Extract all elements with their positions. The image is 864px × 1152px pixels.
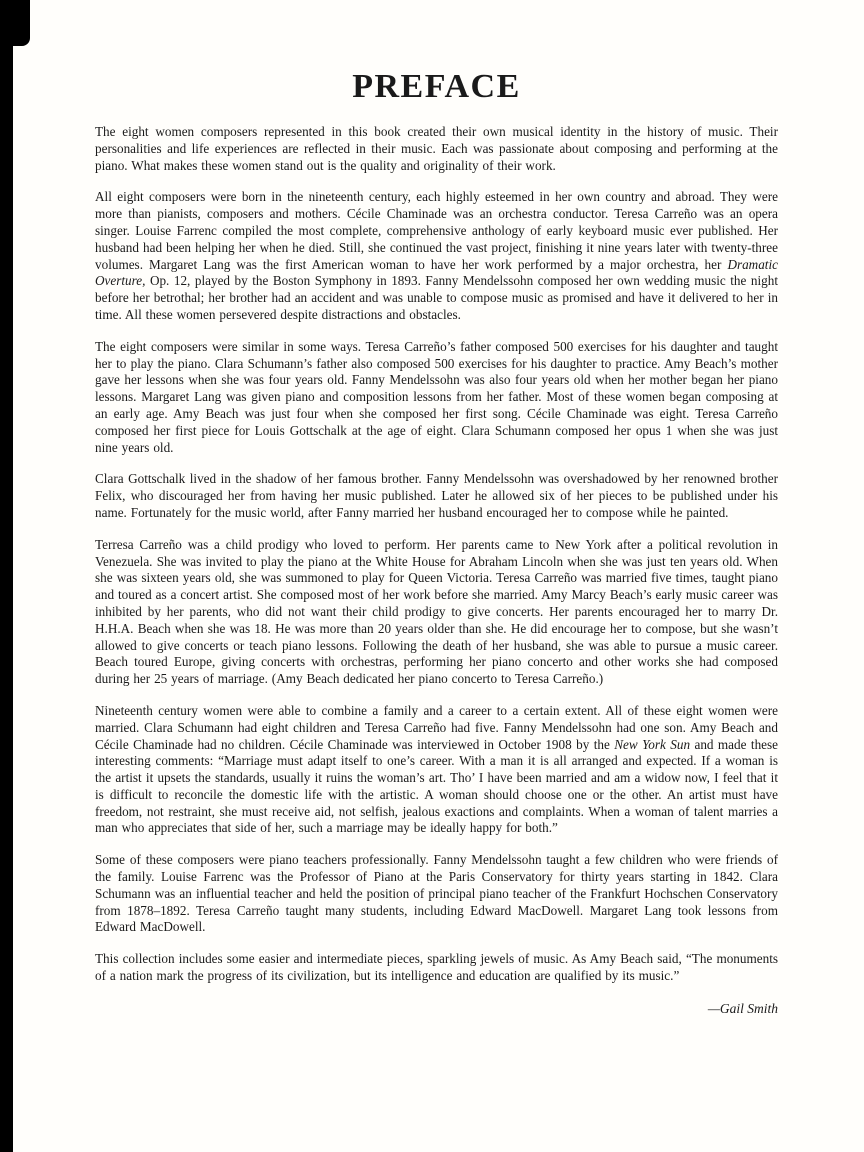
text-segment: Op. 12, played by the Boston Symphony in 1893. Fanny Mendelssohn composed her own wedding music the night before her betrothal; her brother had an accident and was unable to compose music as promised and have it delivered to her in time. All these women persevered despite distractions and obstacles. [95,273,778,322]
paragraph [95,124,778,174]
text-segment: The eight women composers represented in this book created their own musical identity in the history of music. Their personalities and life experiences are reflected in their music. Each was passionate about composing and performing at the piano. What makes these women stand out is the quality and originality of their work. [95,124,778,173]
preface-body [95,124,778,985]
author-signature: —Gail Smith [707,1000,778,1016]
italic-text-segment: New York Sun [614,736,691,752]
page-title: PREFACE [352,68,521,105]
text-segment: Nineteenth century women were able to combine a family and a career to a certain extent. All of these eight women were married. Clara Schumann had eight children and Teresa Carreño had five. Fanny Mendelssohn had one son. Amy Beach and Cécile Chaminade had no children. Cécile Chaminade was interviewed in October 1908 by the [95,702,778,752]
text-segment: The eight composers were similar in some ways. Teresa Carreño’s father composed 500 exercises for his daughter and taught her to play the piano. Clara Schumann’s father also composed 500 exercises for his daughter to practice. Amy Beach’s mother gave her lessons when she was four years old. Fanny Mendelssohn was also four years old when her mother began her piano lessons. Margaret Lang was given piano and composition lessons from her father. Most of these women began composing at an early age. Amy Beach was just four when she composed her first song. Cécile Chaminade was eight. Teresa Carreño composed her first piece for Louis Gottschalk at the age of eight. Clara Schumann composed her opus 1 when she was just nine years old. [95,338,778,455]
paragraph [95,471,778,521]
paragraph [95,189,778,323]
text-segment: Terresa Carreño was a child prodigy who loved to perform. Her parents came to New York after a political revolution in Venezuela. She was invited to play the piano at the White House for Abraham Lincoln when she was just ten years old. When she was sixteen years old, she was summoned to play for Queen Victoria. Teresa Carreño was married five times, taught piano and toured as a concert artist. She composed most of her work before she married. Amy Marcy Beach’s early music career was inhibited by her parents, who did not want their child prodigy to give concerts. Her parents encouraged her to marry Dr. H.H.A. Beach when she was 18. He was more than 20 years older than she. He did encourage her to compose, but she wasn’t allowed to give concerts or teach piano lessons. Following the death of her husband, she was able to pursue a music career. Beach toured Europe, giving concerts with orchestras, performing her piano concerto and other works she had composed during her 25 years of marriage. (Amy Beach dedicated her piano concerto to Teresa Carreño.) [95,536,778,687]
text-segment: All eight composers were born in the nineteenth century, each highly esteemed in her own country and abroad. They were more than pianists, composers and mothers. Cécile Chaminade was an orchestra conductor. Teresa Carreño was an opera singer. Louise Farrenc compiled the most complete, comprehensive anthology of early keyboard music ever published. Her husband had been helping her when he died. Still, she continued the vast project, finishing it nine years later with twenty-three volumes. Margaret Lang was the first American woman to have her work performed by a major orchestra, her [95,189,778,272]
paragraph [95,537,778,688]
italic-text-segment: Dramatic Overture, [95,256,778,289]
text-segment: and made these interesting comments: “Marriage must adapt itself to one’s career. With a man it is all arranged and expected. If a woman is the artist it upsets the standards, usually it ruins the woman’s art. Tho’ I have been married and am a widow now, I feel that it is difficult to reconcile the domestic life with the artistic. A woman should choose one or the other. An artist must have freedom, not restraint, she must receive aid, not selfish, jealous exactions and complaints. When a woman of talent marries a man who appreciates that side of her, such a marriage may be ideally happy for both.” [95,736,779,836]
paragraph [95,339,778,457]
page-binding-edge [0,0,13,1152]
paragraph [95,703,778,837]
page-content [95,68,778,1017]
paragraph [95,951,778,985]
text-segment: Some of these composers were piano teachers professionally. Fanny Mendelssohn taught a few children who were friends of the family. Louise Farrenc was the Professor of Piano at the Paris Conservatory for thirty years starting in 1842. Clara Schumann was an influential teacher and held the position of principal piano teacher of the Frankfurt Hochschen Conservatory from 1878–1892. Teresa Carreño taught many students, including Edward MacDowell. Margaret Lang took lessons from Edward MacDowell. [95,852,778,935]
paragraph [95,852,778,936]
text-segment: This collection includes some easier and intermediate pieces, sparkling jewels of music. As Amy Beach said, “The monuments of a nation mark the progress of its civilization, but its intelligence and education are qualified by its music.” [95,951,778,984]
scan-corner-mark [0,0,30,46]
text-segment: Clara Gottschalk lived in the shadow of her famous brother. Fanny Mendelssohn was overshadowed by her renowned brother Felix, who discouraged her from having her music published. Later he allowed six of her pieces to be published under his name. Fortunately for the music world, after Fanny married her husband encouraged her to compose while he painted. [95,471,778,520]
